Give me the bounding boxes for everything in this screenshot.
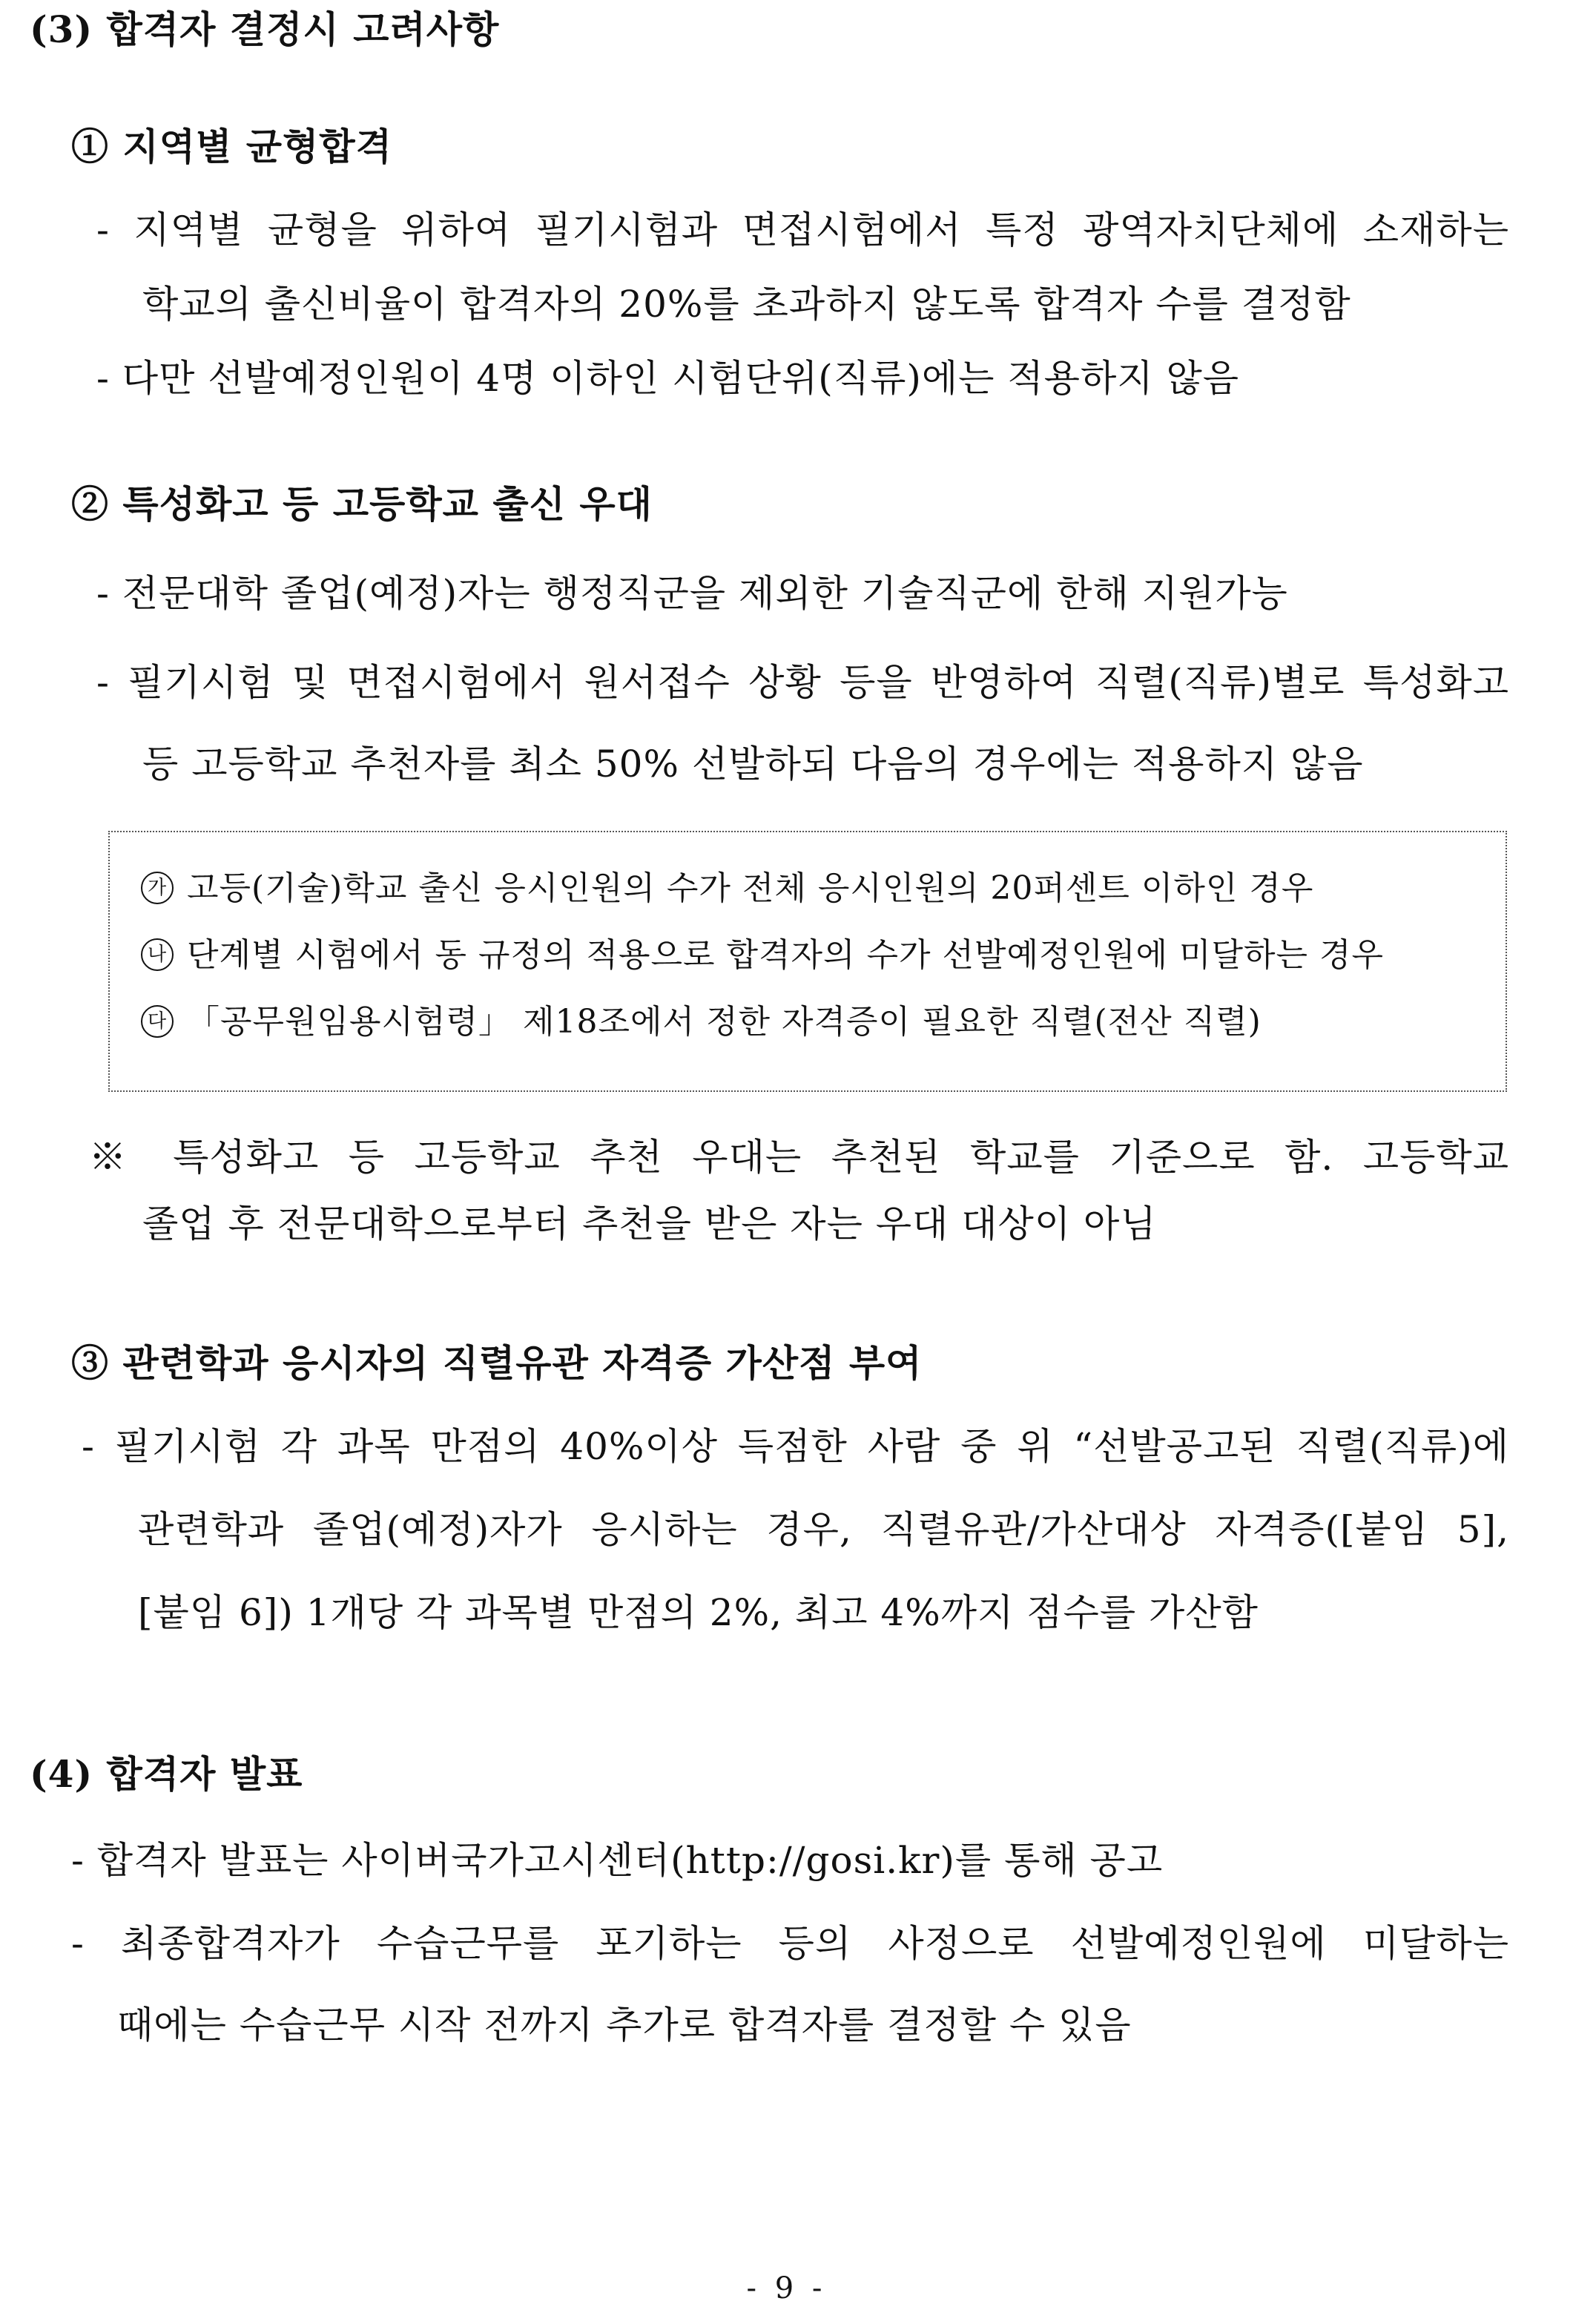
exception-item-3-text: 「공무원임용시험령」 제18조에서 정한 자격증이 필요한 직렬(전산 직렬) [187,1003,1262,1041]
item-3-bullet-1-cont-1: 관련학과 졸업(예정)자가 응시하는 경우, 직렬유관/가산대상 자격증([붙임 5], [138,1508,1509,1551]
section-3-heading: (3) 합격자 결정시 고려사항 [30,7,500,51]
section-4-bullet-2-cont: 때에는 수습근무 시작 전까지 추가로 합격자를 결정할 수 있음 [117,2004,1132,2047]
item-1-bullet-2: - 다만 선발예정인원이 4명 이하인 시험단위(직류)에는 적용하지 않음 [96,357,1240,400]
item-2-heading: ② 특성화고 등 고등학교 출신 우대 [71,482,653,526]
section-4-bullet-2: - 최종합격자가 수습근무를 포기하는 등의 사정으로 선발예정인원에 미달하는 [71,1922,1509,1965]
exception-item-1-text: 고등(기술)학교 출신 응시인원의 수가 전체 응시인원의 20퍼센트 이하인 경우 [187,869,1314,907]
item-2-bullet-1: - 전문대학 졸업(예정)자는 행정직군을 제외한 기술직군에 한해 지원가능 [96,572,1288,615]
section-4-bullet-1: - 합격자 발표는 사이버국가고시센터(http://gosi.kr)를 통해 공고 [71,1839,1164,1882]
item-1-bullet-1: - 지역별 균형을 위하여 필기시험과 면접시험에서 특정 광역자치단체에 소재하는 [96,208,1509,251]
exception-item-2 [141,935,1384,976]
exception-item-2-text: 단계별 시험에서 동 규정의 적용으로 합격자의 수가 선발예정인원에 미달하는 경우 [187,936,1385,974]
note-line-2: 졸업 후 전문대학으로부터 추천을 받은 자는 우대 대상이 아님 [142,1202,1157,1245]
circled-ga-marker: 가 [141,872,174,904]
exception-item-3 [141,1001,1262,1043]
exception-item-1 [141,868,1313,909]
item-3-heading: ③ 관련학과 응시자의 직렬유관 자격증 가산점 부여 [71,1341,923,1385]
item-3-bullet-1: - 필기시험 각 과목 만점의 40%이상 득점한 사람 중 위 “선발공고된 직렬(직류)에 [82,1425,1509,1468]
item-1-bullet-1-cont: 학교의 출신비율이 합격자의 20%를 초과하지 않도록 합격자 수를 결정함 [142,283,1351,326]
section-4-heading: (4) 합격자 발표 [30,1752,303,1796]
circled-na-marker: 나 [141,938,174,971]
item-2-bullet-2-cont: 등 고등학교 추천자를 최소 50% 선발하되 다음의 경우에는 적용하지 않음 [142,743,1364,786]
circled-da-marker: 다 [141,1005,174,1038]
page-number: - 9 - [746,2271,827,2305]
item-3-bullet-1-cont-2: [붙임 6]) 1개당 각 과목별 만점의 2%, 최고 4%까지 점수를 가산함 [138,1591,1259,1634]
item-1-heading: ① 지역별 균형합격 [71,125,392,168]
item-2-bullet-2: - 필기시험 및 면접시험에서 원서접수 상황 등을 반영하여 직렬(직류)별로 특성화고 [96,661,1509,704]
note-line-1: ※ 특성화고 등 고등학교 추천 우대는 추천된 학교를 기준으로 함. 고등학교 [89,1136,1509,1179]
exception-box [108,831,1507,1092]
